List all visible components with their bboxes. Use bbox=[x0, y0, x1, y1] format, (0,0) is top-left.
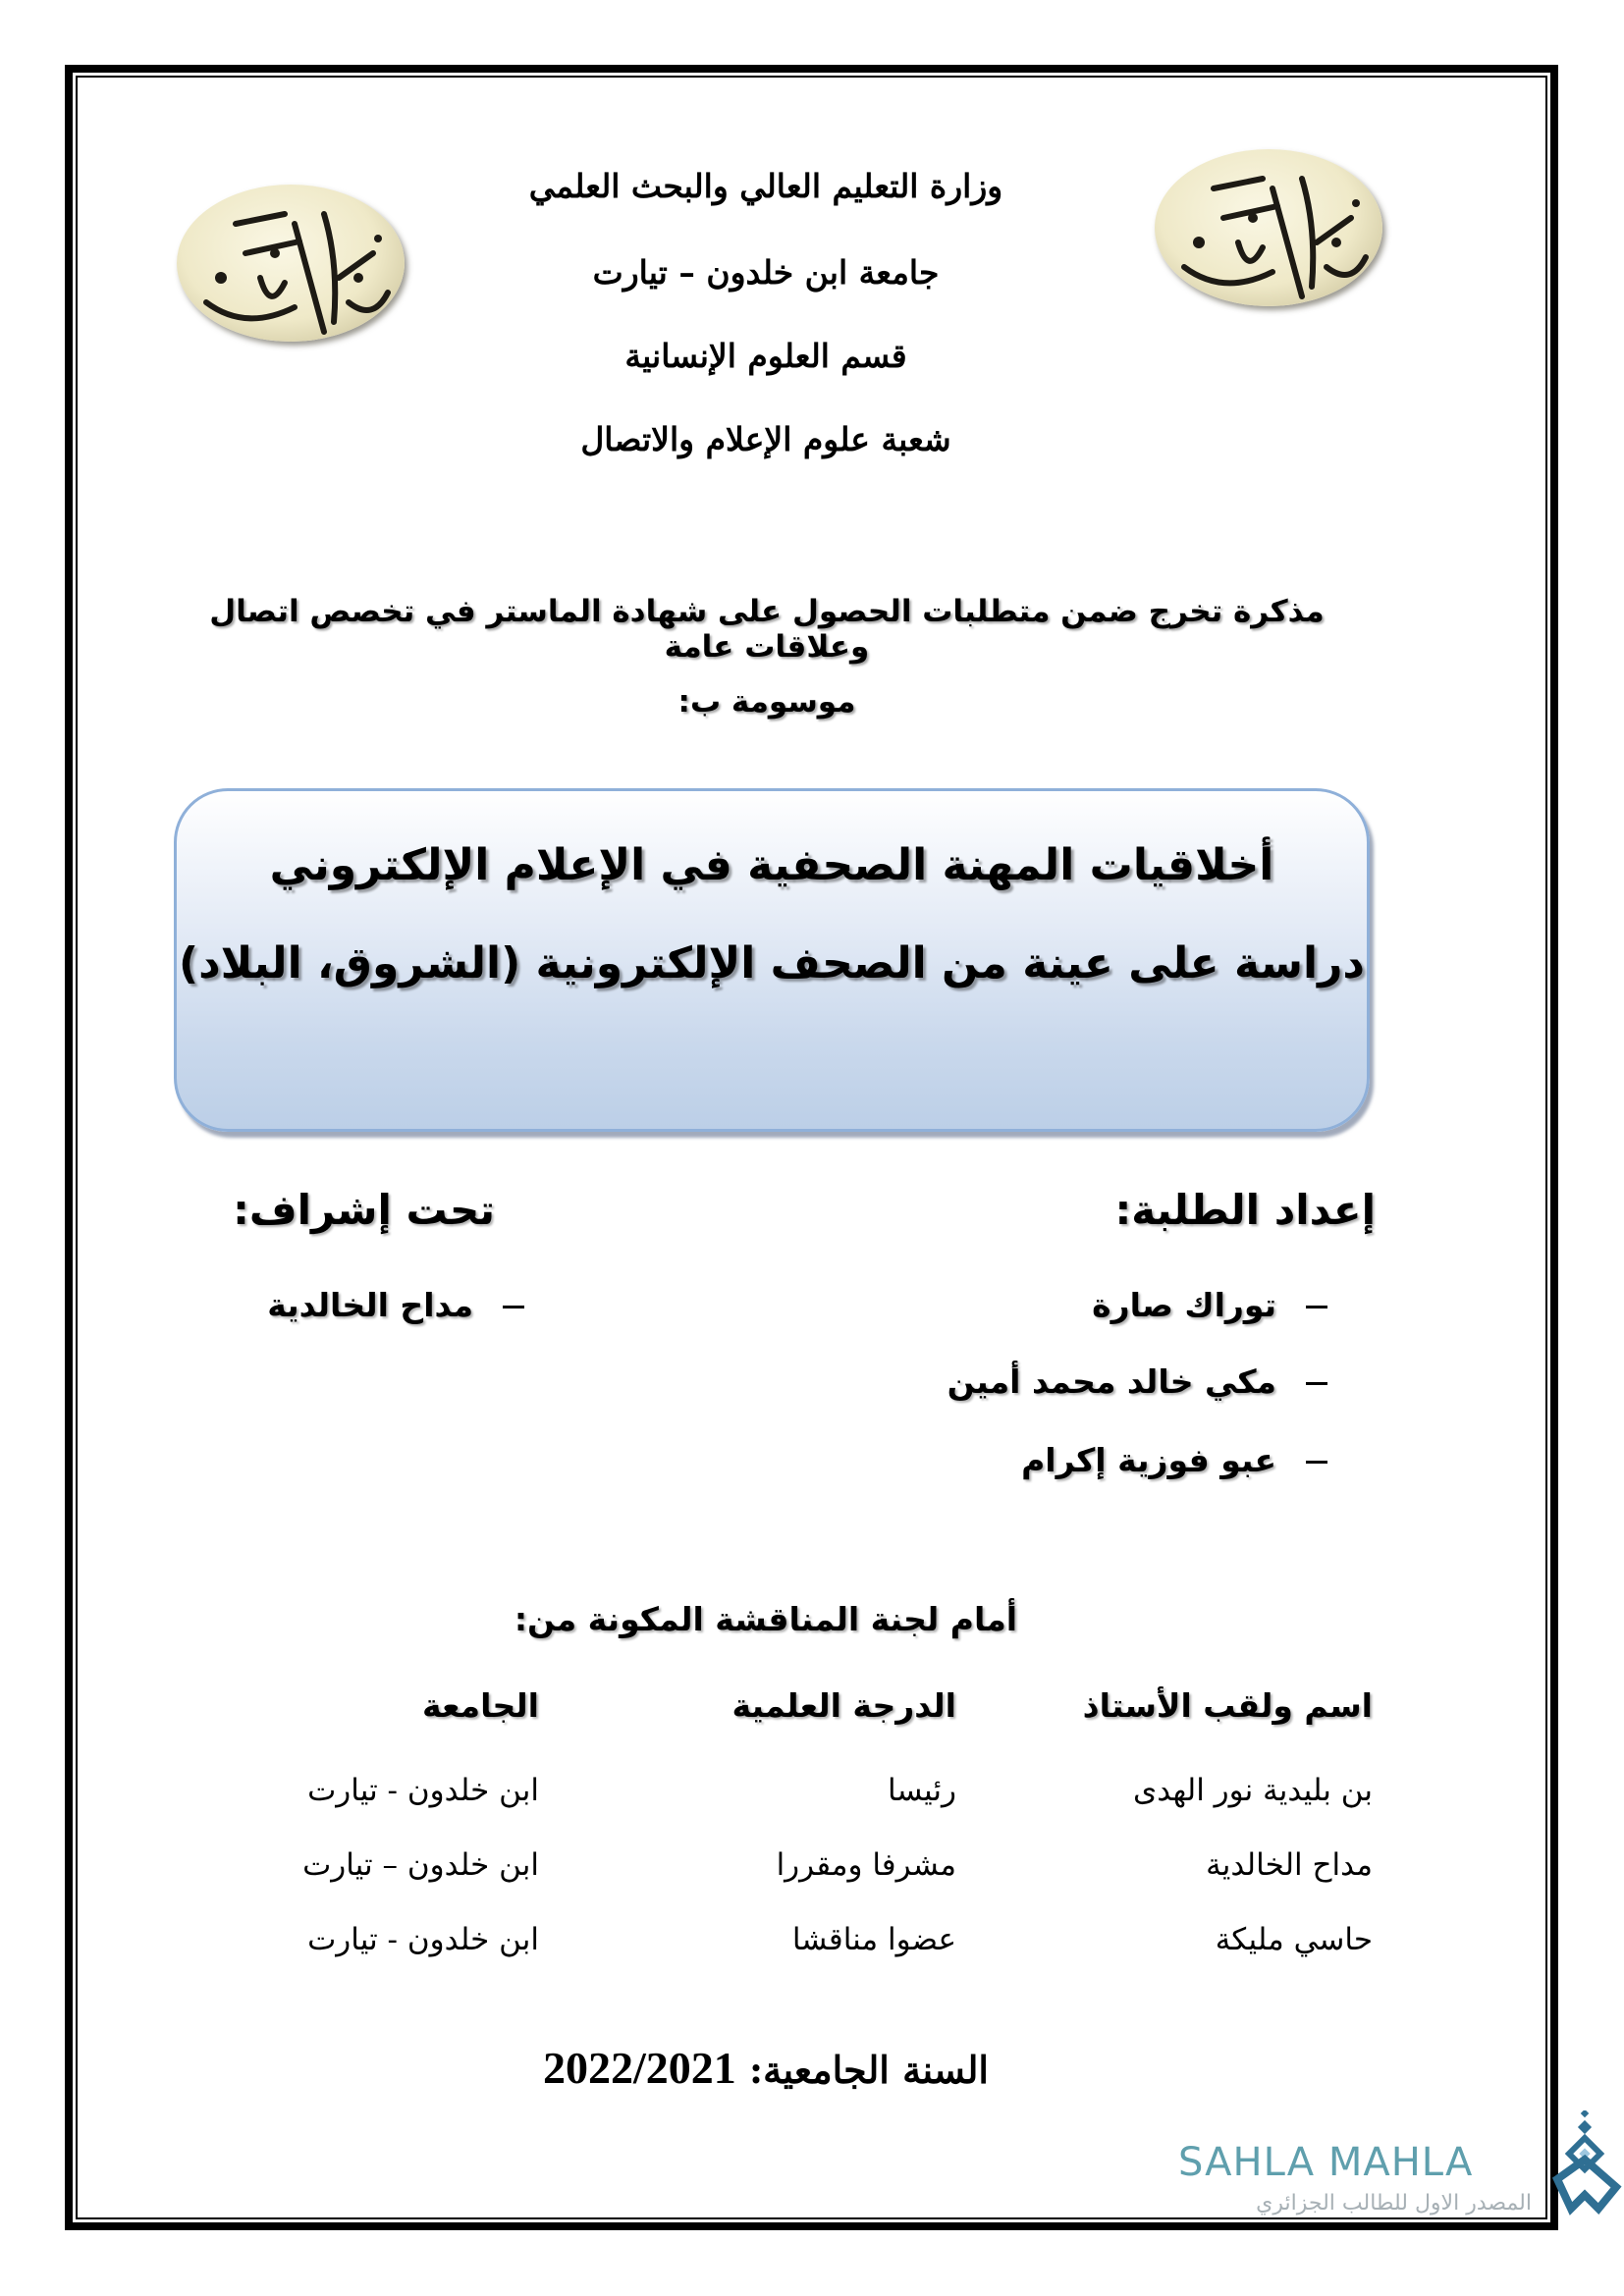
watermark-brand: SAHLA MAHLA bbox=[1178, 2140, 1474, 2185]
titled-label: موسومة ب: bbox=[677, 684, 856, 720]
academic-year-value: 2022/2021 bbox=[543, 2043, 736, 2093]
students-heading: إعداد الطلبة: bbox=[1114, 1186, 1376, 1234]
dash-bullet bbox=[503, 1306, 524, 1308]
supervisor-name: مداح الخالدية bbox=[267, 1286, 524, 1324]
committee-title: أمام لجنة المناقشة المكونة من: bbox=[514, 1600, 1018, 1638]
student-name: مكي خالد محمد أمين bbox=[947, 1362, 1327, 1401]
academic-year bbox=[530, 2042, 1001, 2094]
thesis-subtitle: دراسة على عينة من الصحف الإلكترونية (الشروق، البلاد) bbox=[178, 938, 1365, 988]
member-role: عضوا مناقشا bbox=[791, 1922, 956, 1957]
member-university: ابن خلدون – تيارت bbox=[302, 1847, 539, 1883]
university-name: جامعة ابن خلدون – تيارت bbox=[592, 253, 940, 292]
academic-year-label: السنة الجامعية: bbox=[749, 2048, 989, 2092]
member-name: بن بليدية نور الهدى bbox=[1132, 1773, 1373, 1808]
column-professor-name: اسم ولقب الأستاذ bbox=[1082, 1686, 1373, 1725]
column-university: الجامعة bbox=[422, 1686, 539, 1725]
university-seal-right bbox=[1155, 149, 1382, 306]
student-name: عبو فوزية إكرام bbox=[1021, 1441, 1327, 1479]
student-name: توراك صارة bbox=[1092, 1286, 1327, 1324]
dash-bullet bbox=[1306, 1461, 1327, 1464]
watermark-tagline: المصدر الاول للطالب الجزائري bbox=[1256, 2191, 1532, 2216]
thesis-requirement: مذكرة تخرج ضمن متطلبات الحصول على شهادة الماستر في تخصص اتصال وعلاقات عامة bbox=[209, 594, 1325, 665]
thesis-title-box bbox=[174, 788, 1370, 1132]
member-university: ابن خلدون - تيارت bbox=[307, 1773, 539, 1808]
sahla-mahla-logo-icon bbox=[1549, 2110, 1624, 2218]
dash-bullet bbox=[1306, 1382, 1327, 1385]
seal-calligraphy-icon bbox=[1155, 149, 1382, 306]
member-name: مداح الخالدية bbox=[1206, 1847, 1373, 1883]
university-seal-left bbox=[177, 185, 405, 342]
thesis-title: أخلاقيات المهنة الصحفية في الإعلام الإلكتروني bbox=[269, 840, 1274, 890]
page-border-inner bbox=[76, 76, 1547, 2219]
member-role: مشرفا ومقررا bbox=[776, 1847, 956, 1883]
dash-bullet bbox=[1306, 1306, 1327, 1308]
ministry-name: وزارة التعليم العالي والبحث العلمي bbox=[528, 167, 1003, 205]
member-university: ابن خلدون - تيارت bbox=[307, 1922, 539, 1957]
member-name: حاسي مليكة bbox=[1215, 1922, 1373, 1957]
branch-name: شعبة علوم الإعلام والاتصال bbox=[580, 420, 951, 458]
seal-calligraphy-icon bbox=[177, 185, 405, 342]
column-academic-degree: الدرجة العلمية bbox=[731, 1686, 956, 1725]
supervision-heading: تحت إشراف: bbox=[233, 1186, 495, 1234]
department-name: قسم العلوم الإنسانية bbox=[624, 337, 907, 375]
member-role: رئيسا bbox=[887, 1773, 956, 1808]
